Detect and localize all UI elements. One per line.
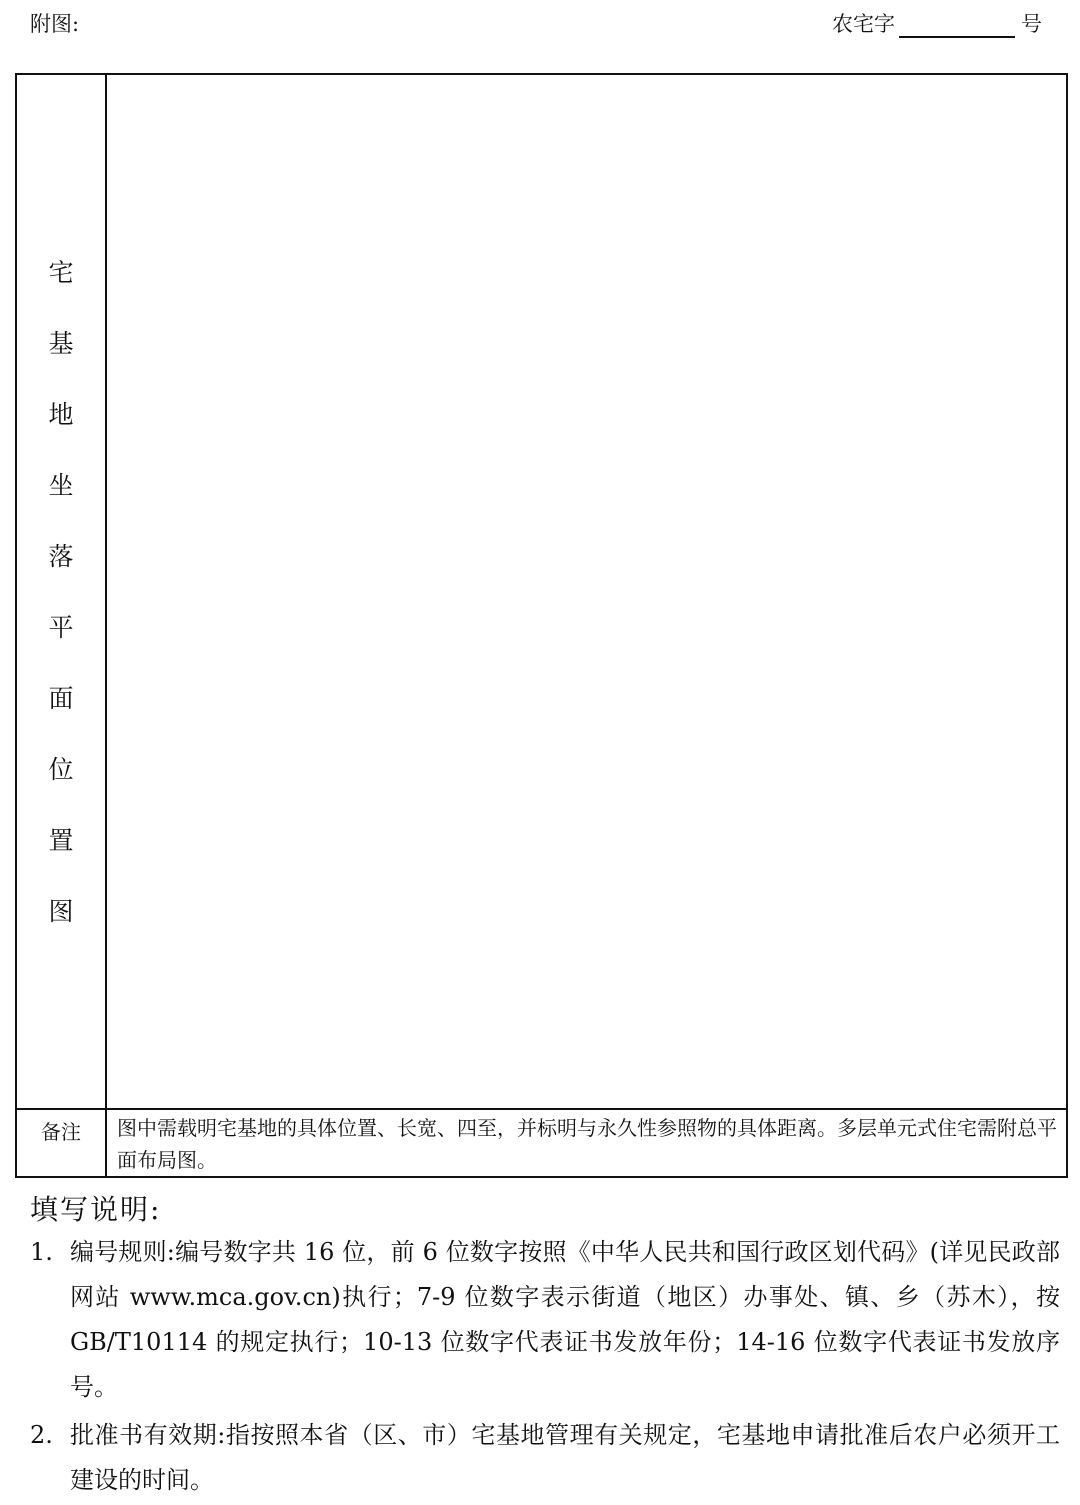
vertical-char: 位 bbox=[48, 754, 74, 784]
instruction-item bbox=[30, 1413, 1060, 1503]
instructions-title: 填写说明: bbox=[30, 1193, 162, 1226]
vertical-char: 坐 bbox=[48, 470, 74, 500]
hao-label: 号 bbox=[1021, 12, 1042, 36]
instruction-number: 1. bbox=[30, 1238, 53, 1266]
vertical-char: 基 bbox=[48, 328, 74, 358]
nongzhaizi-label: 农宅字 bbox=[832, 12, 895, 36]
vertical-char: 地 bbox=[48, 399, 74, 429]
instruction-item bbox=[30, 1230, 1060, 1410]
column-divider bbox=[105, 75, 107, 1176]
certificate-number-field bbox=[832, 8, 1042, 38]
remarks-text: 图中需载明宅基地的具体位置、长宽、四至，并标明与永久性参照物的具体距离。多层单元式住宅需附总平面布局图。 bbox=[117, 1116, 1057, 1172]
attachment-label: 附图: bbox=[30, 12, 80, 36]
vertical-char: 平 bbox=[48, 612, 74, 642]
site-plan-vertical-label bbox=[17, 75, 105, 1108]
instruction-number: 2. bbox=[30, 1421, 53, 1449]
vertical-char: 图 bbox=[48, 896, 74, 926]
vertical-char: 置 bbox=[48, 825, 74, 855]
site-plan-table bbox=[15, 73, 1068, 1178]
vertical-char: 面 bbox=[48, 683, 74, 713]
instruction-text: 编号规则:编号数字共 16 位，前 6 位数字按照《中华人民共和国行政区划代码》(详见民政部网站 www.mca.gov.cn)执行；7-9 位数字表示街道（地区）办事处、镇、乡（苏木），按 GB/T10114 的规定执行；10-13 位数字代表证书发放年份；14-16 位数字代表证书发放序号。 bbox=[70, 1238, 1060, 1401]
remarks-label: 备注 bbox=[41, 1120, 81, 1144]
certificate-number-blank[interactable] bbox=[899, 12, 1015, 38]
vertical-char: 落 bbox=[48, 541, 74, 571]
vertical-char: 宅 bbox=[48, 257, 74, 287]
instruction-text: 批准书有效期:指按照本省（区、市）宅基地管理有关规定，宅基地申请批准后农户必须开工建设的时间。 bbox=[70, 1421, 1060, 1494]
